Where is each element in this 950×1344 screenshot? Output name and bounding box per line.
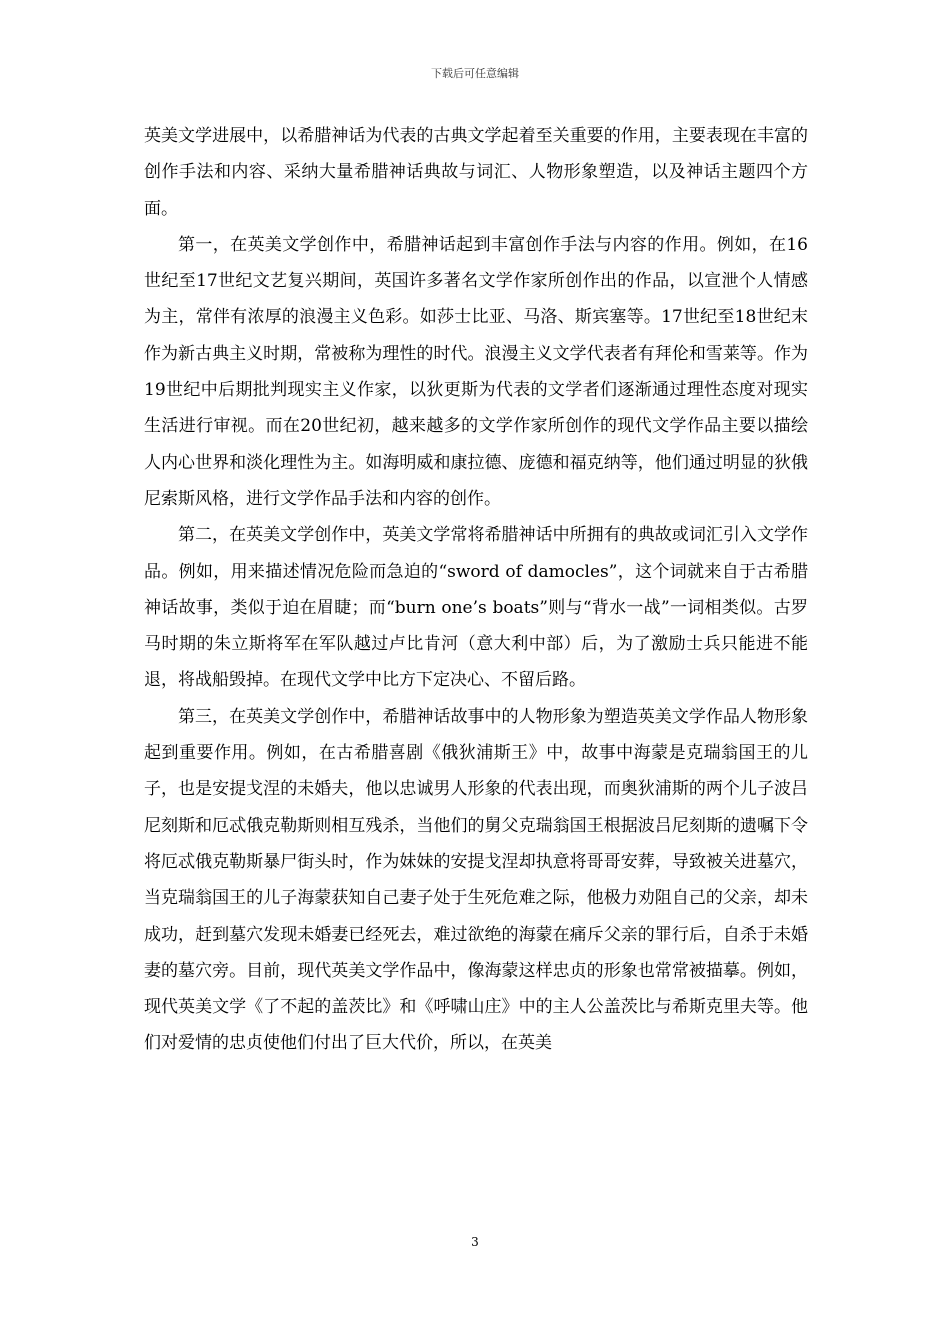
page-header: 下载后可任意编辑 — [431, 67, 519, 80]
paragraph-third-point: 第三，在英美文学创作中，希腊神话故事中的人物形象为塑造英美文学作品人物形象起到重要作用。例如，在古希腊喜剧《俄狄浦斯王》中，故事中海蒙是克瑞翁国王的儿子，也是安提戈涅的未婚夫，他以忠诚男人形象的代表出现，而奥狄浦斯的两个儿子波吕尼刻斯和厄忒俄克勒斯则相互残杀，当他们的舅父克瑞翁国王根据波吕尼刻斯的遗嘱下令将厄忒俄克勒斯暴尸街头时，作为妹妹的安提戈涅却执意将哥哥安葬，导致被关进墓穴，当克瑞翁国王的儿子海蒙获知自己妻子处于生死危难之际，他极力劝阻自己的父亲，却未成功，赶到墓穴发现未婚妻已经死去，难过欲绝的海蒙在痛斥父亲的罪行后，自杀于未婚妻的墓穴旁。目前，现代英美文学作品中，像海蒙这样忠贞的形象也常常被描摹。例如，现代英美文学《了不起的盖茨比》和《呼啸山庄》中的主人公盖茨比与希斯克里夫等。他们对爱情的忠贞使他们付出了巨大代价，所以，在英美 — [144, 706, 808, 1054]
page-number: 3 — [471, 1235, 479, 1249]
paragraph-second-point: 第二，在英美文学创作中，英美文学常将希腊神话中所拥有的典故或词汇引入文学作品。例如，用来描述情况危险而急迫的“sword of damocles”，这个词就来自于古希腊神话故事，类似于迫在眉睫；而“burn one’s boats”则与“背水一战”一词相类似。古罗马时期的朱立斯将军在军队越过卢比肯河（意大利中部）后，为了激励士兵只能进不能退，将战船毁掉。在现代文学中比方下定决心、不留后路。 — [144, 525, 808, 691]
paragraph-intro: 英美文学进展中，以希腊神话为代表的古典文学起着至关重要的作用，主要表现在丰富的创作手法和内容、采纳大量希腊神话典故与词汇、人物形象塑造，以及神话主题四个方面。 — [144, 126, 808, 219]
paragraph-first-point: 第一，在英美文学创作中，希腊神话起到丰富创作手法与内容的作用。例如，在16世纪至17世纪文艺复兴期间，英国许多著名文学作家所创作出的作品，以宣泄个人情感为主，常伴有浓厚的浪漫主义色彩。如莎士比亚、马洛、斯宾塞等。17世纪至18世纪末作为新古典主义时期，常被称为理性的时代。浪漫主义文学代表者有拜伦和雪莱等。作为19世纪中后期批判现实主义作家，以狄更斯为代表的文学者们逐渐通过理性态度对现实生活进行审视。而在20世纪初，越来越多的文学作家所创作的现代文学作品主要以描绘人内心世界和淡化理性为主。如海明威和康拉德、庞德和福克纳等，他们通过明显的狄俄尼索斯风格，进行文学作品手法和内容的创作。 — [144, 234, 808, 509]
document-body — [144, 118, 808, 1062]
